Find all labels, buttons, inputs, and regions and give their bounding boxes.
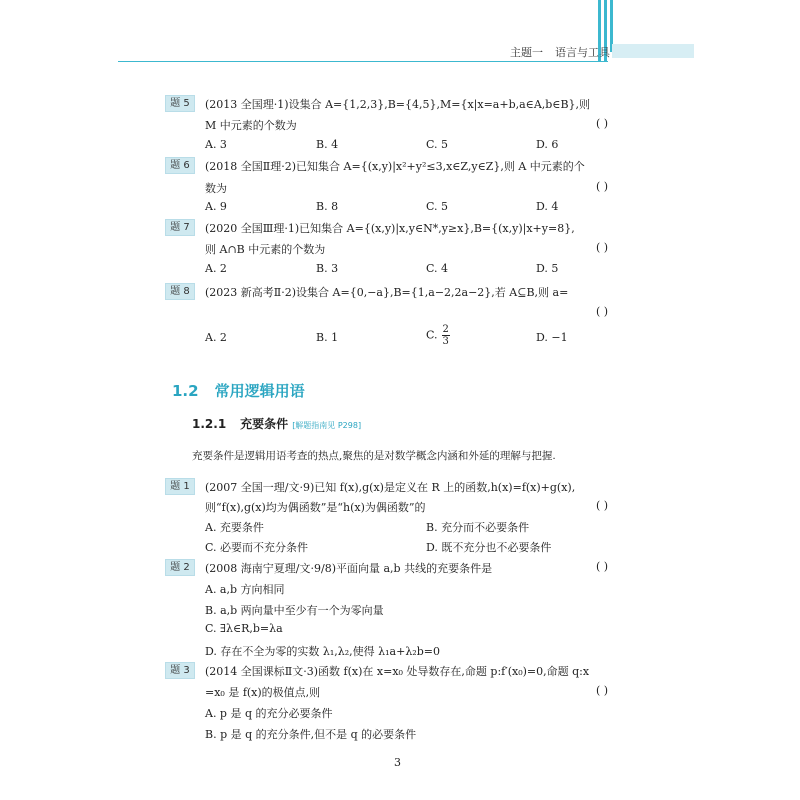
option: B. a,b 两向量中至少有一个为零向量 <box>205 604 384 617</box>
problem-text: 则“f(x),g(x)均为偶函数”是“h(x)为偶函数”的 <box>205 501 426 514</box>
fraction-numerator: 2 <box>442 324 449 335</box>
answer-blank: ( ) <box>596 241 609 254</box>
option: C. 4 <box>426 262 449 275</box>
option: B. 充分而不必要条件 <box>426 521 530 534</box>
answer-blank: ( ) <box>596 117 609 130</box>
fraction <box>442 324 450 347</box>
header-band <box>612 44 694 58</box>
subsection-heading <box>192 415 361 432</box>
option: A. 2 <box>205 331 227 344</box>
problem-badge: 题 1 <box>165 478 195 495</box>
page-number: 3 <box>394 756 401 769</box>
running-header <box>510 44 610 60</box>
option: B. 1 <box>316 331 339 344</box>
problem-text: M 中元素的个数为 <box>205 119 297 132</box>
option: A. a,b 方向相同 <box>205 583 285 596</box>
option: B. 8 <box>316 200 339 213</box>
problem-text: (2023 新高考Ⅱ·2)设集合 A={0,−a},B={1,a−2,2a−2},若 A⊆B,则 a= <box>205 286 569 299</box>
problem-text: 则 A∩B 中元素的个数为 <box>205 243 326 256</box>
option: A. 充要条件 <box>205 521 264 534</box>
option: D. 既不充分也不必要条件 <box>426 541 552 554</box>
option: C. 5 <box>426 138 449 151</box>
option: B. 3 <box>316 262 339 275</box>
problem-text: (2008 海南宁夏理/文·9/8)平面向量 a,b 共线的充要条件是 <box>205 562 493 575</box>
option: C. 必要而不充分条件 <box>205 541 309 554</box>
problem-badge: 题 2 <box>165 559 195 576</box>
option <box>426 324 450 347</box>
option: D. 4 <box>536 200 559 213</box>
section-title: 常用逻辑用语 <box>214 382 305 400</box>
fraction-denominator: 3 <box>442 336 449 347</box>
answer-blank: ( ) <box>596 180 609 193</box>
problem-badge: 题 6 <box>165 157 195 174</box>
section-number: 1.2 <box>172 382 199 400</box>
header-topic: 主题一 <box>510 46 543 59</box>
problem-text: (2007 全国一理/文·9)已知 f(x),g(x)是定义在 R 上的函数,h(x)=f(x)+g(x), <box>205 481 576 494</box>
option: C. ∃λ∈R,b=λa <box>205 622 283 635</box>
option: D. 存在不全为零的实数 λ₁,λ₂,使得 λ₁a+λ₂b=0 <box>205 645 440 658</box>
problem-badge: 题 3 <box>165 662 195 679</box>
answer-blank: ( ) <box>596 684 609 697</box>
option: A. 2 <box>205 262 227 275</box>
solution-reference: [解题指南见 P298] <box>292 421 362 430</box>
option: B. 4 <box>316 138 339 151</box>
option: D. −1 <box>536 331 568 344</box>
problem-badge: 题 5 <box>165 95 195 112</box>
option-label: C. <box>426 328 438 342</box>
option: D. 5 <box>536 262 559 275</box>
header-title: 语言与工具 <box>555 46 610 59</box>
header-line <box>118 61 608 62</box>
problem-text: (2018 全国Ⅱ理·2)已知集合 A={(x,y)|x²+y²≤3,x∈Z,y∈Z},则 A 中元素的个 <box>205 160 585 173</box>
option: D. 6 <box>536 138 559 151</box>
option: C. 5 <box>426 200 449 213</box>
option: B. p 是 q 的充分条件,但不是 q 的必要条件 <box>205 728 417 741</box>
problem-text: 数为 <box>205 182 227 195</box>
answer-blank: ( ) <box>596 305 609 318</box>
intro-paragraph: 充要条件是逻辑用语考查的热点,聚焦的是对数学概念内涵和外延的理解与把握. <box>192 450 556 462</box>
problem-text: (2014 全国课标Ⅱ文·3)函数 f(x)在 x=x₀ 处导数存在,命题 p:f′(x₀)=0,命题 q:x <box>205 665 590 678</box>
problem-badge: 题 8 <box>165 283 195 300</box>
problem-text: (2013 全国理·1)设集合 A={1,2,3},B={4,5},M={x|x=a+b,a∈A,b∈B},则 <box>205 98 591 111</box>
section-heading <box>172 380 305 401</box>
subsection-title: 充要条件 <box>240 417 289 431</box>
option: A. 3 <box>205 138 227 151</box>
problem-text: =x₀ 是 f(x)的极值点,则 <box>205 686 321 699</box>
answer-blank: ( ) <box>596 499 609 512</box>
problem-text: (2020 全国Ⅲ理·1)已知集合 A={(x,y)|x,y∈N*,y≥x},B={(x,y)|x+y=8}, <box>205 222 575 235</box>
option: A. 9 <box>205 200 227 213</box>
subsection-number: 1.2.1 <box>192 417 227 431</box>
problem-badge: 题 7 <box>165 219 195 236</box>
answer-blank: ( ) <box>596 560 609 573</box>
option: A. p 是 q 的充分必要条件 <box>205 707 333 720</box>
